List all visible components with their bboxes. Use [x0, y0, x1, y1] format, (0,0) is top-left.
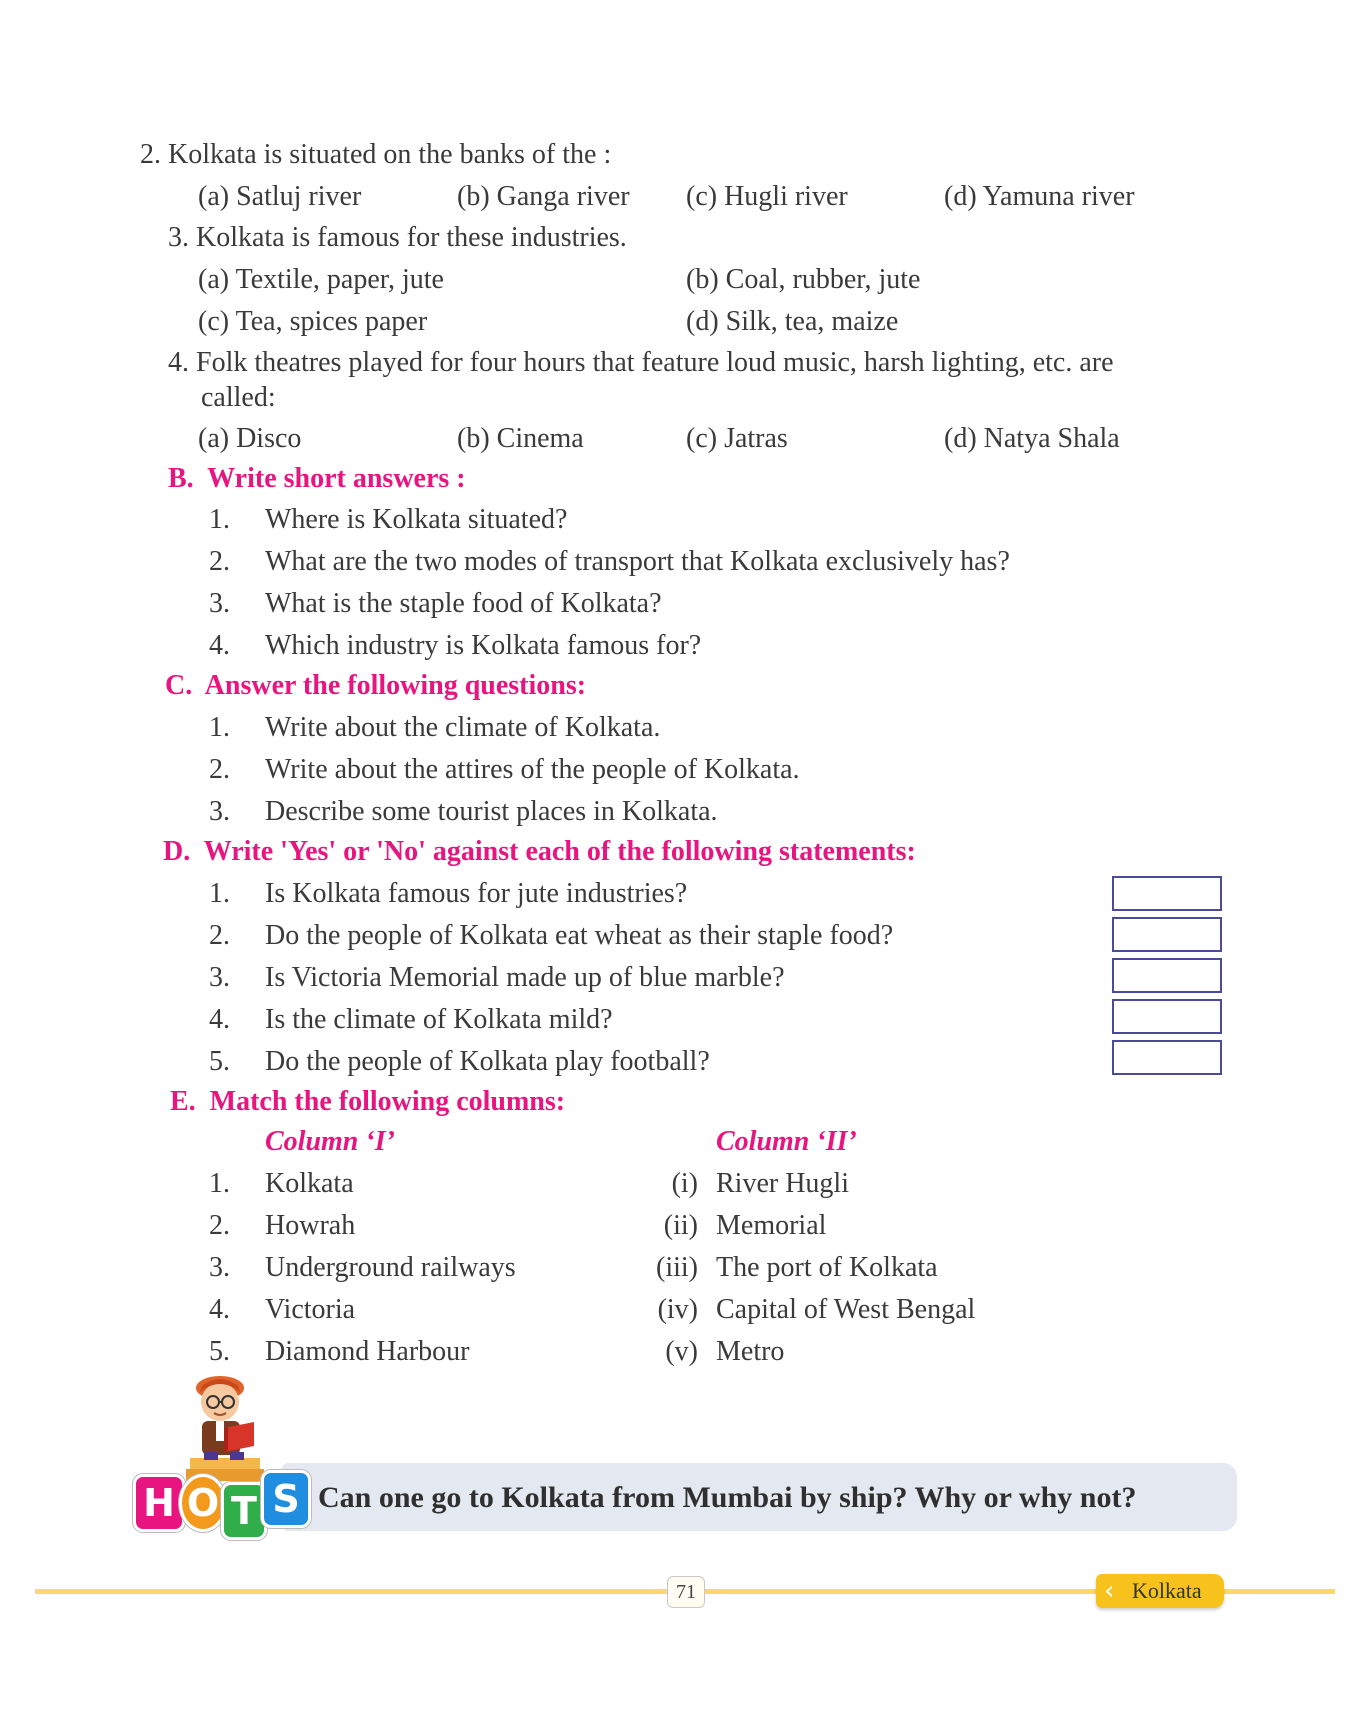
section-c-num-1: 1. — [209, 712, 230, 743]
chapter-tab[interactable] — [1096, 1574, 1224, 1608]
mcq-4-question-cont: called: — [201, 382, 276, 413]
mcq-4-option-c: (c) Jatras — [686, 423, 788, 454]
mcq-2-option-a: (a) Satluj river — [198, 181, 362, 212]
match-num-1: 1. — [209, 1168, 230, 1199]
answer-box-5[interactable] — [1112, 1040, 1222, 1075]
mcq-3-option-d: (d) Silk, tea, maize — [686, 306, 899, 337]
section-b-item-2: What are the two modes of transport that Kolkata exclusively has? — [265, 546, 1010, 577]
hots-letter-o: O — [179, 1474, 227, 1532]
boy-reading-illustration — [180, 1372, 290, 1482]
match-left-5: Diamond Harbour — [265, 1336, 470, 1367]
mcq-3-option-c: (c) Tea, spices paper — [198, 306, 428, 337]
section-c-num-2: 2. — [209, 754, 230, 785]
section-d-item-5: Do the people of Kolkata play football? — [265, 1046, 710, 1077]
match-num-4: 4. — [209, 1294, 230, 1325]
mcq-3-option-a: (a) Textile, paper, jute — [198, 264, 444, 295]
section-e-heading: E. Match the following columns: — [170, 1086, 566, 1117]
section-b-item-3: What is the staple food of Kolkata? — [265, 588, 662, 619]
section-d-num-4: 4. — [209, 1004, 230, 1035]
section-b-num-4: 4. — [209, 630, 230, 661]
match-num-2: 2. — [209, 1210, 230, 1241]
hots-letter-t: T — [221, 1482, 267, 1540]
match-roman-4: (iv) — [657, 1294, 698, 1325]
section-b-num-2: 2. — [209, 546, 230, 577]
column-1-heading: Column ‘I’ — [265, 1126, 395, 1157]
section-b-item-4: Which industry is Kolkata famous for? — [265, 630, 702, 661]
section-c-item-2: Write about the attires of the people of Kolkata. — [265, 754, 800, 785]
section-b-item-1: Where is Kolkata situated? — [265, 504, 568, 535]
section-c-item-1: Write about the climate of Kolkata. — [265, 712, 661, 743]
section-d-item-4: Is the climate of Kolkata mild? — [265, 1004, 613, 1035]
match-roman-5: (v) — [665, 1336, 698, 1367]
section-c-item-3: Describe some tourist places in Kolkata. — [265, 796, 718, 827]
hots-letter-h: H — [133, 1474, 185, 1532]
match-roman-2: (ii) — [663, 1210, 698, 1241]
section-d-item-3: Is Victoria Memorial made up of blue marble? — [265, 962, 785, 993]
section-d-num-5: 5. — [209, 1046, 230, 1077]
hots-letter-s: S — [261, 1470, 311, 1528]
answer-box-2[interactable] — [1112, 917, 1222, 952]
mcq-2-option-b: (b) Ganga river — [457, 181, 630, 212]
hots-question: Can one go to Kolkata from Mumbai by ship? Why or why not? — [318, 1481, 1137, 1514]
mcq-4-question: 4. Folk theatres played for four hours that feature loud music, harsh lighting, etc. are — [168, 347, 1114, 378]
match-right-1: River Hugli — [716, 1168, 849, 1199]
answer-box-3[interactable] — [1112, 958, 1222, 993]
page-number: 71 — [667, 1576, 705, 1608]
mcq-4-option-a: (a) Disco — [198, 423, 302, 454]
section-d-heading: D. Write 'Yes' or 'No' against each of the following statements: — [163, 836, 916, 867]
section-d-item-2: Do the people of Kolkata eat wheat as their staple food? — [265, 920, 894, 951]
match-right-5: Metro — [716, 1336, 785, 1367]
answer-box-4[interactable] — [1112, 999, 1222, 1034]
section-d-num-3: 3. — [209, 962, 230, 993]
mcq-4-option-b: (b) Cinema — [457, 423, 584, 454]
mcq-2-option-d: (d) Yamuna river — [944, 181, 1135, 212]
section-d-num-1: 1. — [209, 878, 230, 909]
match-right-4: Capital of West Bengal — [716, 1294, 976, 1325]
match-right-3: The port of Kolkata — [716, 1252, 938, 1283]
section-d-num-2: 2. — [209, 920, 230, 951]
mcq-3-option-b: (b) Coal, rubber, jute — [686, 264, 921, 295]
section-c-heading: C. Answer the following questions: — [165, 670, 587, 701]
mcq-2-option-c: (c) Hugli river — [686, 181, 848, 212]
match-num-5: 5. — [209, 1336, 230, 1367]
mcq-4-option-d: (d) Natya Shala — [944, 423, 1120, 454]
match-left-3: Underground railways — [265, 1252, 516, 1283]
match-left-1: Kolkata — [265, 1168, 354, 1199]
chapter-tab-label: Kolkata — [1132, 1578, 1202, 1603]
chevron-left-icon: ‹ — [1104, 1576, 1115, 1606]
match-left-2: Howrah — [265, 1210, 356, 1241]
match-roman-3: (iii) — [656, 1252, 698, 1283]
match-right-2: Memorial — [716, 1210, 827, 1241]
match-left-4: Victoria — [265, 1294, 356, 1325]
section-b-num-3: 3. — [209, 588, 230, 619]
section-c-num-3: 3. — [209, 796, 230, 827]
mcq-2-question: 2. Kolkata is situated on the banks of the : — [140, 139, 612, 170]
section-d-item-1: Is Kolkata famous for jute industries? — [265, 878, 688, 909]
match-roman-1: (i) — [671, 1168, 698, 1199]
answer-box-1[interactable] — [1112, 876, 1222, 911]
section-b-num-1: 1. — [209, 504, 230, 535]
section-b-heading: B. Write short answers : — [168, 463, 466, 494]
column-2-heading: Column ‘II’ — [716, 1126, 857, 1157]
match-num-3: 3. — [209, 1252, 230, 1283]
mcq-3-question: 3. Kolkata is famous for these industries. — [168, 222, 627, 253]
